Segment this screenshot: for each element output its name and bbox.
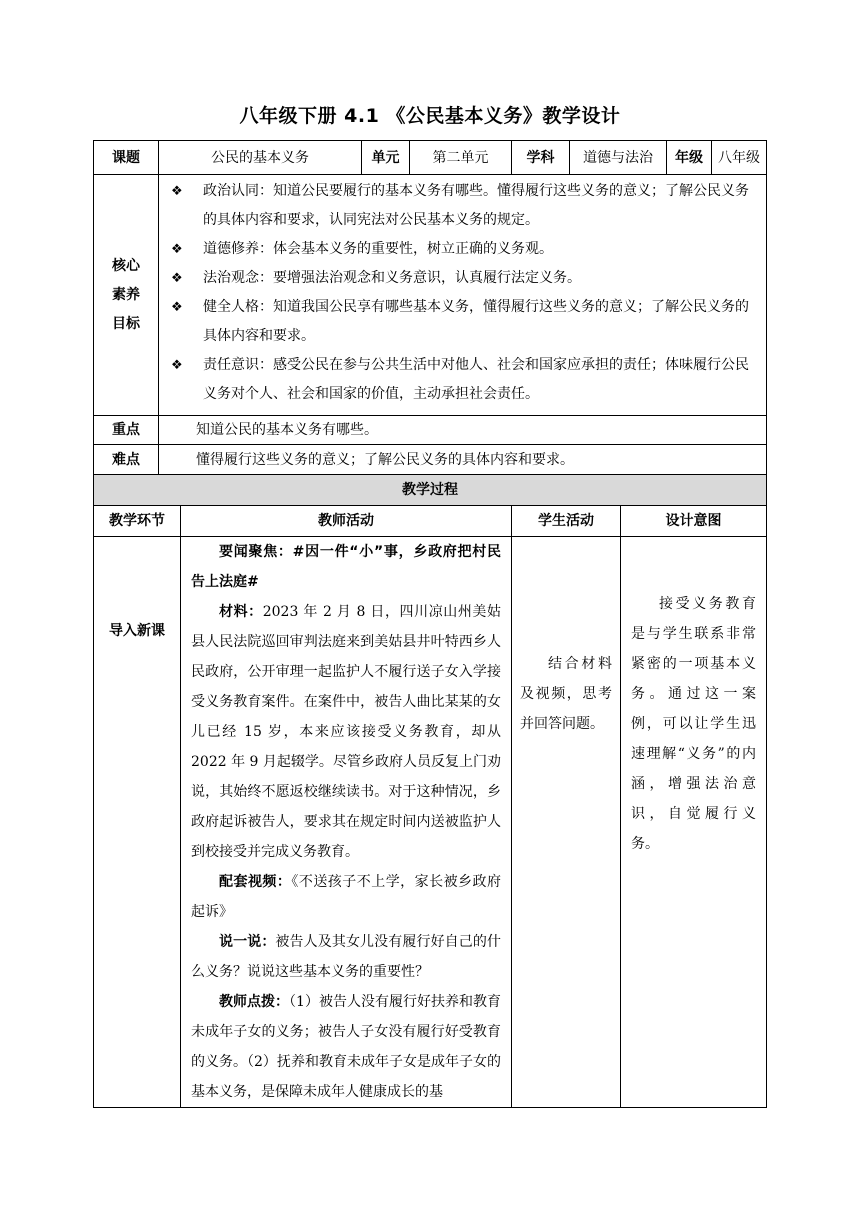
design-intent-text: 接受义务教育是与学生联系非常紧密的一项基本义务。通过这一案例，可以让学生迅速理解“义务”的内涵，增强法治意识，自觉履行义务。 xyxy=(631,596,756,852)
goal-item xyxy=(167,351,758,409)
diamond-bullet-icon: ❖ xyxy=(171,242,183,257)
material-label: 材料： xyxy=(219,604,263,620)
col-header-stage: 教学环节 xyxy=(94,506,181,537)
goal-text: 道德修养：体会基本义务的重要性，树立正确的义务观。 xyxy=(203,241,553,257)
diamond-bullet-icon: ❖ xyxy=(171,271,183,286)
info-row xyxy=(94,141,767,175)
stage-cell: 导入新课 xyxy=(94,537,181,1108)
teacher-para-video xyxy=(191,867,501,927)
diamond-bullet-icon: ❖ xyxy=(171,358,183,373)
process-heading-row xyxy=(94,475,767,506)
process-row-intro xyxy=(94,537,767,1108)
key-point-row xyxy=(94,416,767,445)
unit-label: 单元 xyxy=(362,141,410,175)
design-intent-cell xyxy=(621,537,767,1108)
diamond-bullet-icon: ❖ xyxy=(171,300,183,315)
lesson-plan-table xyxy=(93,140,767,1108)
topic-value: 公民的基本义务 xyxy=(159,141,362,175)
grade-label: 年级 xyxy=(667,141,712,174)
guidance-text: （1）被告人没有履行好扶养和教育未成年子女的义务；被告人子女没有履行好受教育的义务。（2）抚养和教育未成年子女是成年子女的基本义务，是保障未成年人健康成长的基 xyxy=(191,994,501,1100)
grade-value: 八年级 xyxy=(718,149,760,166)
discuss-text: 被告人及其女儿没有履行好自己的什么义务？说说这些基本义务的重要性？ xyxy=(191,934,501,980)
teacher-para-news xyxy=(191,537,501,597)
topic-label: 课题 xyxy=(94,141,159,175)
goal-text: 政治认同：知道公民要履行的基本义务有哪些。懂得履行这些义务的意义；了解公民义务的具体内容和要求，认同宪法对公民基本义务的规定。 xyxy=(203,183,749,228)
diamond-bullet-icon: ❖ xyxy=(171,184,183,199)
goal-item xyxy=(167,264,758,293)
unit-value: 第二单元 xyxy=(410,141,512,175)
col-header-student: 学生活动 xyxy=(512,506,621,537)
teacher-para-material xyxy=(191,597,501,867)
key-point-label: 重点 xyxy=(94,416,159,445)
document-title: 八年级下册 4.1 《公民基本义务》教学设计 xyxy=(239,105,621,127)
key-point-text: 知道公民的基本义务有哪些。 xyxy=(159,416,767,445)
grade-cell xyxy=(667,141,767,175)
col-header-intent: 设计意图 xyxy=(621,506,767,537)
subject-label: 学科 xyxy=(512,141,570,175)
goal-text: 责任意识：感受公民在参与公共生活中对他人、社会和国家应承担的责任；体味履行公民义务对个人、社会和国家的价值，主动承担社会责任。 xyxy=(203,357,749,402)
material-text: 2023 年 2 月 8 日，四川凉山州美姑县人民法院巡回审判法庭来到美姑县井叶特西乡人民政府，公开审理一起监护人不履行送子女入学接受义务教育案件。在案件中，被告人曲比某某的女儿已经 15 岁，本来应该接受义务教育，却从 2022 年 9 月起辍学。尽管乡政府人员反复上门劝说，其始终不愿返校继续读书。对于这种情况，乡政府起诉被告人，要求其在规定时间内送被监护人到校接受并完成义务教育。 xyxy=(191,604,501,860)
news-text: #因一件“小”事，乡政府把村民告上法庭# xyxy=(191,544,502,590)
difficulty-text: 懂得履行这些义务的意义；了解公民义务的具体内容和要求。 xyxy=(159,445,767,475)
core-goals-list xyxy=(159,175,767,416)
core-goals-label-line: 核心 xyxy=(112,257,140,274)
goal-text: 健全人格：知道我国公民享有哪些基本义务，懂得履行这些义务的意义；了解公民义务的具体内容和要求。 xyxy=(203,299,749,344)
difficulty-label: 难点 xyxy=(94,445,159,475)
goal-item xyxy=(167,293,758,351)
guidance-label: 教师点拨： xyxy=(219,994,290,1010)
teacher-para-discuss xyxy=(191,927,501,987)
discuss-label: 说一说： xyxy=(219,934,276,950)
goal-item xyxy=(167,177,758,235)
core-goals-label-line: 素养 xyxy=(112,286,140,303)
teacher-para-guidance xyxy=(191,987,501,1107)
student-activity-text: 结合材料及视频，思考并回答问题。 xyxy=(520,656,612,732)
goal-item xyxy=(167,235,758,264)
news-label: 要闻聚焦： xyxy=(219,544,293,560)
process-heading: 教学过程 xyxy=(94,475,767,506)
student-activity-cell xyxy=(512,537,621,1108)
teacher-activity-cell xyxy=(181,537,512,1108)
core-goals-label xyxy=(94,175,159,416)
process-column-headers xyxy=(94,506,767,537)
goal-text: 法治观念：要增强法治观念和义务意识，认真履行法定义务。 xyxy=(203,270,581,286)
difficulty-row xyxy=(94,445,767,475)
core-goals-row xyxy=(94,175,767,416)
video-label: 配套视频： xyxy=(219,874,292,890)
col-header-teacher: 教师活动 xyxy=(181,506,512,537)
video-text: 《不送孩子不上学，家长被乡政府起诉》 xyxy=(191,874,502,920)
core-goals-label-line: 目标 xyxy=(112,315,140,332)
subject-value: 道德与法治 xyxy=(570,141,667,175)
